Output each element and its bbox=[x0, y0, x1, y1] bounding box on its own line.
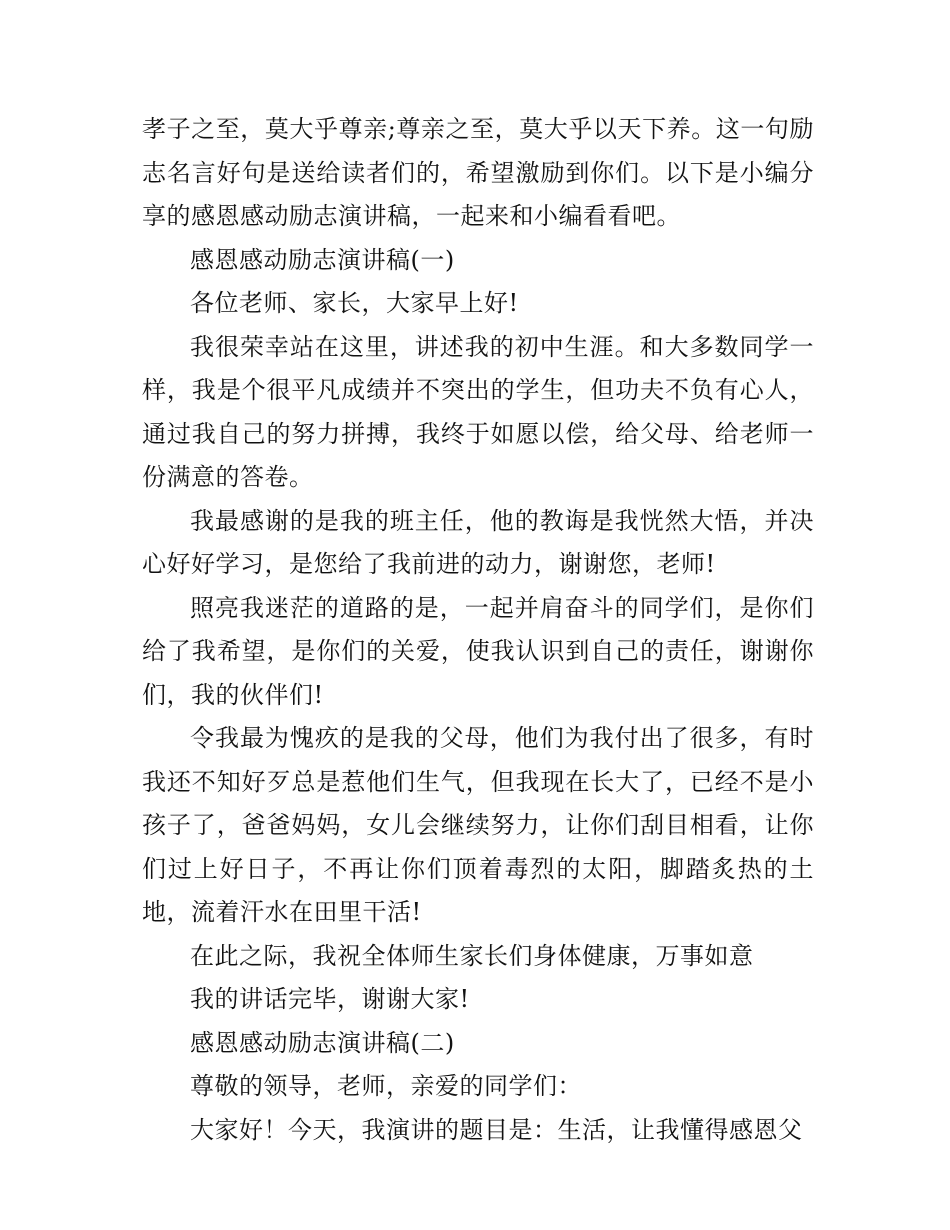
intro-paragraph: 孝子之至，莫大乎尊亲;尊亲之至，莫大乎以天下养。这一句励志名言好句是送给读者们的，希望激励到你们。以下是小编分享的感恩感动励志演讲稿，一起来和小编看看吧。 bbox=[142, 115, 814, 230]
speech-1-paragraph-1: 我很荣幸站在这里，讲述我的初中生涯。和大多数同学一样，我是个很平凡成绩并不突出的学生，但功夫不负有心人，通过我自己的努力拼搏，我终于如愿以偿，给父母、给老师一份满意的答卷。 bbox=[142, 332, 814, 491]
speech-1-paragraph-4: 令我最为愧疚的是我的父母，他们为我付出了很多，有时我还不知好歹总是惹他们生气，但我现在长大了，已经不是小孩子了，爸爸妈妈，女儿会继续努力，让你们刮目相看，让你们过上好日子，不再让你们顶着毒烈的太阳，脚踏炙热的土地，流着汗水在田里干活! bbox=[142, 724, 814, 926]
speech-1-closing: 我的讲话完毕，谢谢大家! bbox=[190, 985, 470, 1013]
speech-1-heading: 感恩感动励志演讲稿(一) bbox=[190, 245, 455, 274]
speech-2-salutation: 尊敬的领导，老师，亲爱的同学们： bbox=[190, 1072, 582, 1100]
speech-1-paragraph-2: 我最感谢的是我的班主任，他的教诲是我恍然大悟，并决心好好学习，是您给了我前进的动力，谢谢您，老师! bbox=[142, 506, 814, 578]
document-page bbox=[142, 108, 814, 1152]
speech-2-paragraph-1: 大家好！今天，我演讲的题目是：生活，让我懂得感恩父 bbox=[190, 1115, 803, 1144]
speech-2-heading: 感恩感动励志演讲稿(二) bbox=[190, 1028, 455, 1057]
speech-1-paragraph-3: 照亮我迷茫的道路的是，一起并肩奋斗的同学们，是你们给了我希望，是你们的关爱，使我认识到自己的责任，谢谢你们，我的伙伴们! bbox=[142, 593, 814, 709]
speech-1-greeting: 各位老师、家长，大家早上好! bbox=[190, 289, 519, 317]
speech-1-wishes: 在此之际，我祝全体师生家长们身体健康，万事如意 bbox=[190, 941, 754, 970]
